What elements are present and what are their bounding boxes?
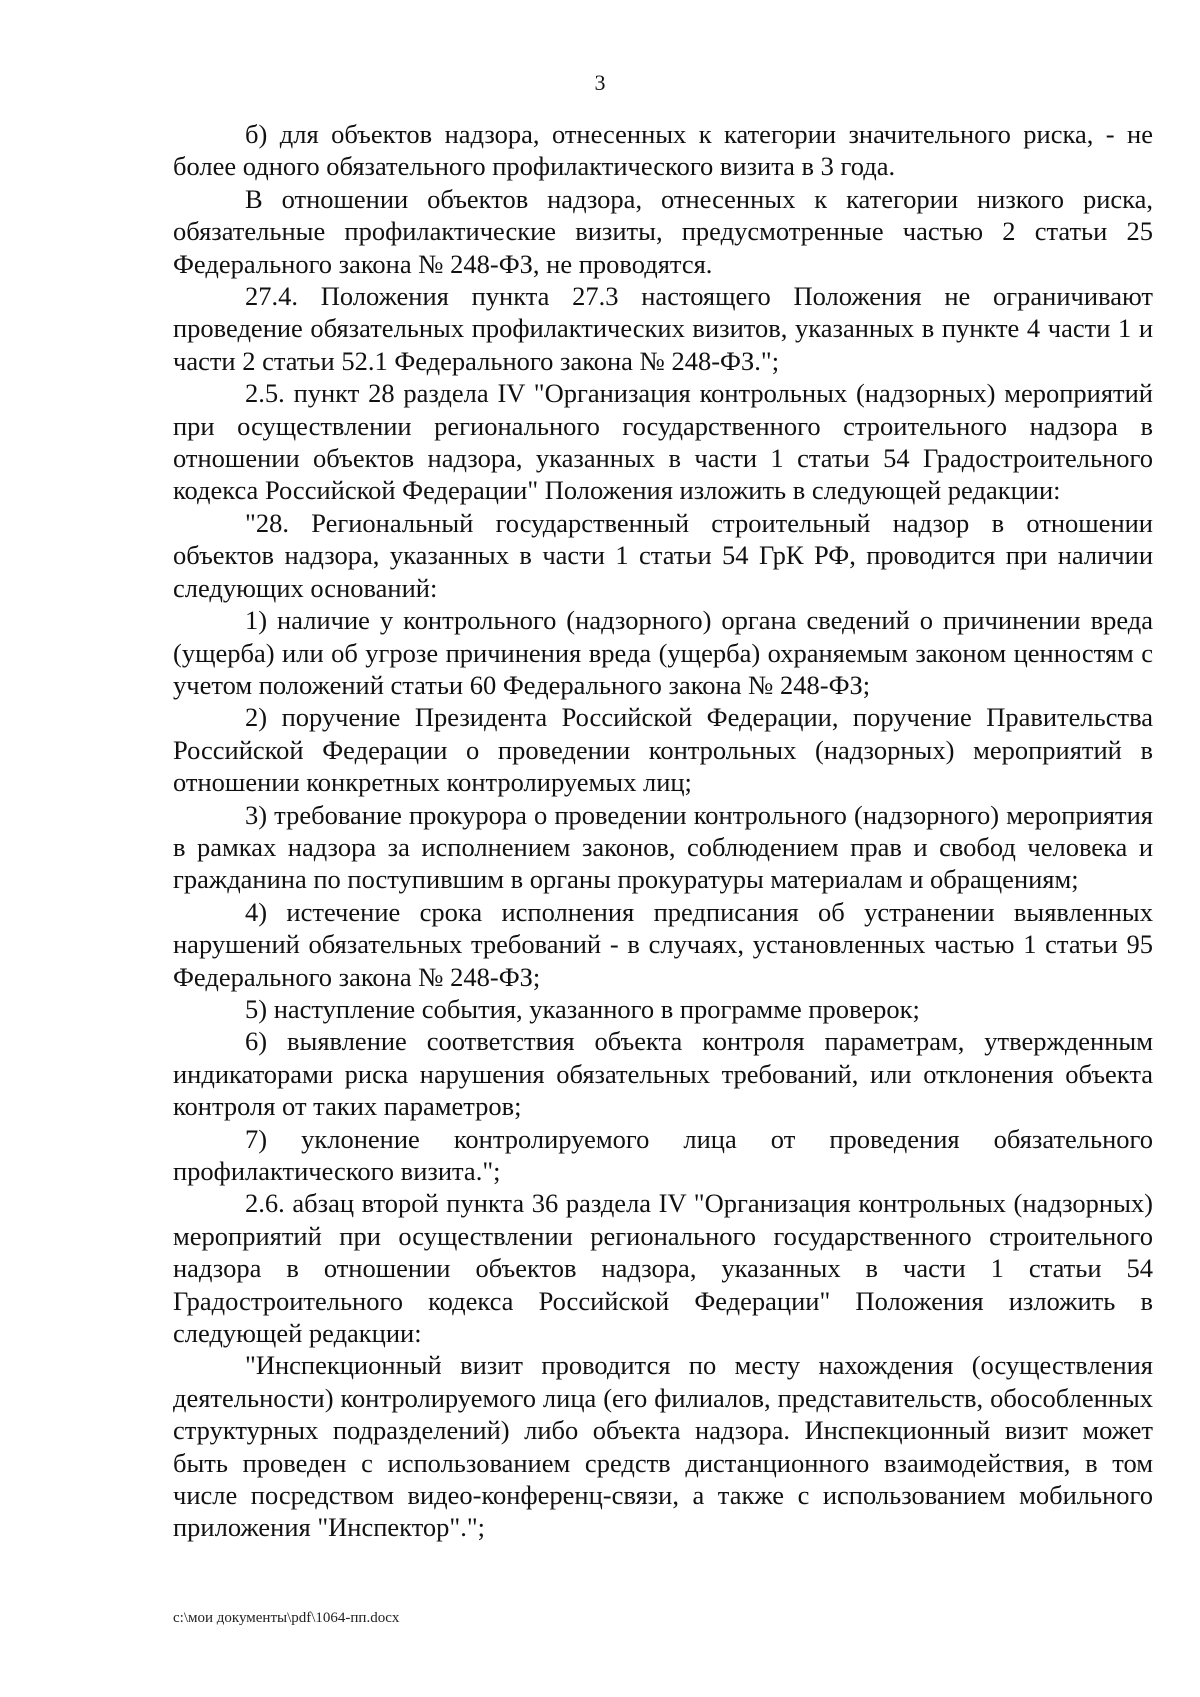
paragraph-2-5: 2.5. пункт 28 раздела IV "Организация контрольных (надзорных) мероприятий при осуществлении регионального государственного строительного надзора в отношении объектов надзора, указанных в части 1 статьи 54 Градостроительного кодекса Российской Федерации" Положения изложить в следующей редакции: <box>173 378 1153 506</box>
paragraph-2-6: 2.6. абзац второй пункта 36 раздела IV "Организация контрольных (надзорных) мероприятий при осуществлении регионального государственного строительного надзора в отношении объектов надзора, указанных в части 1 статьи 54 Градостроительного кодекса Российской Федерации" Положения изложить в следующей редакции: <box>173 1188 1153 1349</box>
list-item-7: 7) уклонение контролируемого лица от проведения обязательного профилактического визита."; <box>173 1123 1153 1186</box>
list-item-6: 6) выявление соответствия объекта контроля параметрам, утвержденным индикаторами риска нарушения обязательных требований, или отклонения объекта контроля от таких параметров; <box>173 1026 1153 1122</box>
paragraph-28: "28. Региональный государственный строительный надзор в отношении объектов надзора, указанных в части 1 статьи 54 ГрК РФ, проводится при наличии следующих оснований: <box>173 507 1153 603</box>
footer-file-path: c:\мои документы\pdf\1064-пп.docx <box>173 1610 400 1626</box>
page-number: 3 <box>594 70 606 95</box>
list-item-3: 3) требование прокурора о проведении контрольного (надзорного) мероприятия в рамках надзора за исполнением законов, соблюдением прав и свобод человека и гражданина по поступившим в органы прокуратуры материалам и обращениям; <box>173 799 1153 895</box>
list-item-4: 4) истечение срока исполнения предписания об устранении выявленных нарушений обязательных требований - в случаях, установленных частью 1 статьи 95 Федерального закона № 248-ФЗ; <box>173 896 1153 992</box>
document-body <box>173 118 1153 1544</box>
list-item-5: 5) наступление события, указанного в программе проверок; <box>245 993 920 1024</box>
paragraph-inspection-visit: "Инспекционный визит проводится по месту нахождения (осуществления деятельности) контролируемого лица (его филиалов, представительств, обособленных структурных подразделений) либо объекта надзора. Инспекционный визит может быть проведен с использованием средств дистанционного взаимодействия, в том числе посредством видео-конференц-связи, а также с использованием мобильного приложения "Инспектор"."; <box>173 1350 1153 1543</box>
paragraph-27-4: 27.4. Положения пункта 27.3 настоящего Положения не ограничивают проведение обязательных профилактических визитов, указанных в пункте 4 части 1 и части 2 статьи 52.1 Федерального закона № 248-ФЗ."; <box>173 281 1153 376</box>
paragraph-risk-low: В отношении объектов надзора, отнесенных к категории низкого риска, обязательные профилактические визиты, предусмотренные частью 2 статьи 25 Федерального закона № 248-ФЗ, не проводятся. <box>173 183 1153 279</box>
list-item-1: 1) наличие у контрольного (надзорного) органа сведений о причинении вреда (ущерба) или об угрозе причинения вреда (ущерба) охраняемым законом ценностям с учетом положений статьи 60 Федерального закона № 248-ФЗ; <box>173 605 1153 700</box>
paragraph-risk-significant: б) для объектов надзора, отнесенных к категории значительного риска, - не более одного обязательного профилактического визита в 3 года. <box>173 119 1153 182</box>
list-item-2: 2) поручение Президента Российской Федерации, поручение Правительства Российской Федерации о проведении контрольных (надзорных) мероприятий в отношении конкретных контролируемых лиц; <box>173 702 1153 798</box>
